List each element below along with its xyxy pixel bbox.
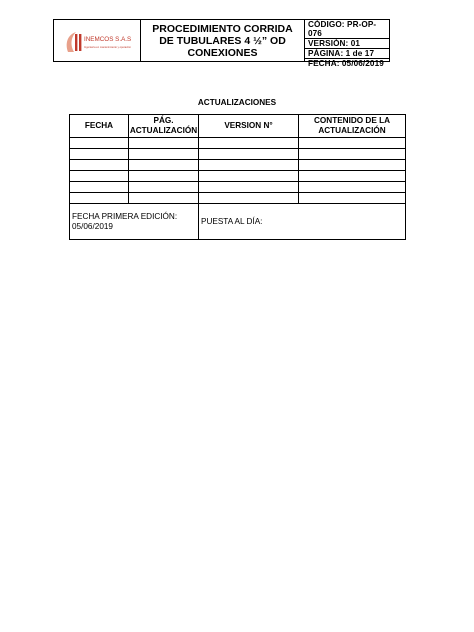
section-title: ACTUALIZACIONES [197, 98, 277, 107]
meta-version: VERSIÓN: 01 [305, 39, 389, 49]
table-footer-row [70, 204, 406, 240]
table-cell [199, 193, 299, 204]
table-cell [299, 149, 406, 160]
updates-table [69, 114, 406, 240]
table-row [70, 171, 406, 182]
column-header-version: VERSION N° [199, 115, 299, 138]
table-cell [199, 182, 299, 193]
table-cell [199, 149, 299, 160]
last-update: PUESTA AL DÍA: [199, 204, 406, 240]
table-cell [199, 160, 299, 171]
table-cell [70, 160, 129, 171]
table-cell [199, 171, 299, 182]
table-header-row [70, 115, 406, 138]
table-row [70, 149, 406, 160]
table-cell [70, 182, 129, 193]
table-cell [129, 171, 199, 182]
table-cell [129, 138, 199, 149]
meta-code: CÓDIGO: PR-OP-076 [305, 20, 389, 39]
document-header [53, 19, 390, 68]
table-cell [129, 149, 199, 160]
table-cell [129, 193, 199, 204]
table-row [70, 160, 406, 171]
meta-page: PÁGINA: 1 de 17 [305, 49, 389, 59]
table-cell [129, 182, 199, 193]
table-cell [70, 138, 129, 149]
first-edition-date: FECHA PRIMERA EDICIÓN: 05/06/2019 [70, 204, 199, 240]
company-logo [54, 20, 141, 61]
column-header-content: CONTENIDO DE LA ACTUALIZACIÓN [299, 115, 406, 138]
table-cell [299, 171, 406, 182]
document-meta [305, 20, 389, 68]
column-header-date: FECHA [70, 115, 129, 138]
table-cell [299, 193, 406, 204]
table-cell [70, 171, 129, 182]
table-cell [199, 138, 299, 149]
document-title: PROCEDIMIENTO CORRIDA DE TUBULARES 4 ½” OD CONEXIONES [141, 20, 305, 61]
table-cell [70, 149, 129, 160]
table-row [70, 193, 406, 204]
table-cell [129, 160, 199, 171]
column-header-page: PÁG. ACTUALIZACIÓN [129, 115, 199, 138]
table-cell [299, 182, 406, 193]
meta-date: FECHA: 05/06/2019 [308, 59, 384, 68]
table-cell [70, 193, 129, 204]
table-cell [299, 160, 406, 171]
table-row [70, 138, 406, 149]
company-logo-mark-icon [62, 26, 132, 56]
logo-tagline: Ingeniería en mantenimiento y operación [84, 45, 132, 49]
table-row [70, 182, 406, 193]
table-cell [299, 138, 406, 149]
logo-text: INEMCOS S.A.S [84, 35, 132, 43]
